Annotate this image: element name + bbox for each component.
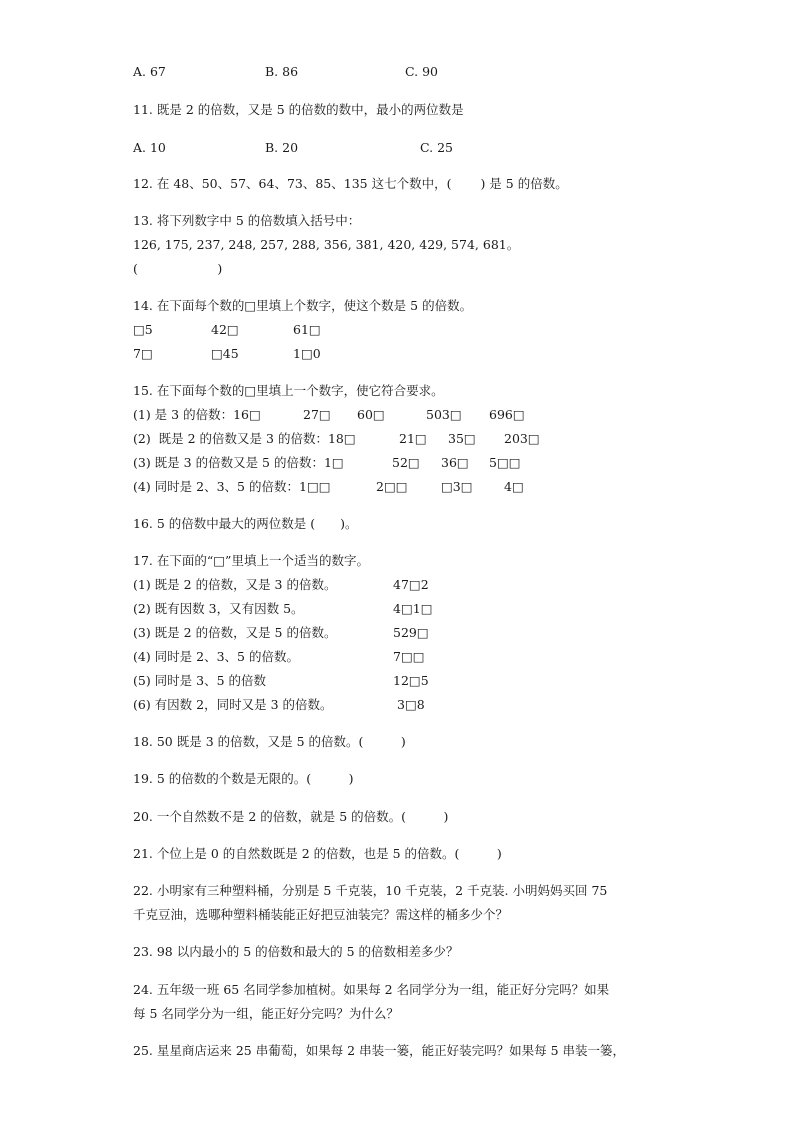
q15-row-label: (3) 既是 3 的倍数又是 5 的倍数：1□ (133, 455, 344, 470)
q15-item: 60□ (357, 407, 385, 422)
q17-row-label: (6) 有因数 2，同时又是 3 的倍数。 (133, 697, 333, 712)
q17-row-value: 47□2 (393, 577, 429, 592)
q11-stem: 11. 既是 2 的倍数，又是 5 的倍数的数中，最小的两位数是 (133, 102, 464, 117)
q15-item: 35□ (448, 431, 476, 446)
q15-item: 27□ (303, 407, 331, 422)
q17-row-value: 529□ (393, 625, 429, 640)
q15-item: 503□ (426, 407, 462, 422)
q17-row-label: (5) 同时是 3、5 的倍数 (133, 673, 267, 688)
q24-line-1: 24. 五年级一班 65 名同学参加植树。如果每 2 名同学分为一组，能正好分完吗？如果 (133, 982, 610, 997)
q17-row-label: (4) 同时是 2、3、5 的倍数。 (133, 649, 299, 664)
q10-option-b: B. 86 (265, 64, 299, 79)
q10-option-a: A. 67 (133, 64, 166, 79)
q17-row-label: (3) 既是 2 的倍数，又是 5 的倍数。 (133, 625, 337, 640)
q17-row-label: (1) 既是 2 的倍数，又是 3 的倍数。 (133, 577, 337, 592)
q16-text: 16. 5 的倍数中最大的两位数是 ( )。 (133, 516, 358, 531)
q14-item: 1□0 (293, 346, 321, 361)
q15-item: 5□□ (489, 455, 521, 470)
q14-item: 7□ (133, 346, 153, 361)
q13-numbers: 126, 175, 237, 248, 257, 288, 356, 381, 420, 429, 574, 681。 (133, 237, 520, 252)
q15-item: 52□ (392, 455, 420, 470)
q15-item: □3□ (441, 479, 473, 494)
q14-item: □5 (133, 322, 153, 337)
q15-row-label: (4) 同时是 2、3、5 的倍数：1□□ (133, 479, 331, 494)
q13-stem: 13. 将下列数字中 5 的倍数填入括号中： (133, 213, 361, 228)
q14-item: 61□ (293, 322, 321, 337)
q11-option-b: B. 20 (265, 140, 299, 155)
q19-text: 19. 5 的倍数的个数是无限的。( ) (133, 771, 354, 786)
q17-row-label: (2) 既有因数 3，又有因数 5。 (133, 601, 304, 616)
q10-option-c: C. 90 (405, 64, 438, 79)
q20-text: 20. 一个自然数不是 2 的倍数，就是 5 的倍数。( ) (133, 809, 449, 824)
q23-text: 23. 98 以内最小的 5 的倍数和最大的 5 的倍数相差多少？ (133, 944, 459, 959)
q25-text: 25. 星星商店运来 25 串葡萄，如果每 2 串装一篓，能正好装完吗？如果每 5 串装一篓， (133, 1043, 626, 1058)
q15-stem: 15. 在下面每个数的□里填上一个数字，使它符合要求。 (133, 383, 444, 398)
q17-row-value: 4□1□ (393, 601, 433, 616)
q17-row-value: 3□8 (397, 697, 425, 712)
q11-option-c: C. 25 (420, 140, 453, 155)
q12-text: 12. 在 48、50、57、64、73、85、135 这七个数中，( ) 是 5 的倍数。 (133, 176, 568, 191)
q15-item: 36□ (441, 455, 469, 470)
q22-line-1: 22. 小明家有三种塑料桶，分别是 5 千克装，10 千克装，2 千克装. 小明妈妈买回 75 (133, 883, 608, 898)
q22-line-2: 千克豆油，选哪种塑料桶装能正好把豆油装完？需这样的桶多少个？ (133, 907, 509, 922)
q15-row-label: (2) 既是 2 的倍数又是 3 的倍数：18□ (133, 431, 356, 446)
q18-text: 18. 50 既是 3 的倍数，又是 5 的倍数。( ) (133, 734, 406, 749)
q17-stem: 17. 在下面的“□”里填上一个适当的数字。 (133, 553, 369, 568)
q11-option-a: A. 10 (133, 140, 166, 155)
q15-item: 4□ (504, 479, 524, 494)
q13-answer-blank: ( ) (133, 261, 223, 276)
q15-item: 2□□ (376, 479, 408, 494)
q15-item: 21□ (399, 431, 427, 446)
q21-text: 21. 个位上是 0 的自然数既是 2 的倍数，也是 5 的倍数。( ) (133, 846, 502, 861)
q14-stem: 14. 在下面每个数的□里填上个数字，使这个数是 5 的倍数。 (133, 298, 473, 313)
q17-row-value: 12□5 (393, 673, 429, 688)
q14-item: 42□ (211, 322, 239, 337)
q24-line-2: 每 5 名同学分为一组，能正好分完吗？为什么？ (133, 1006, 399, 1021)
q15-row-label: (1) 是 3 的倍数：16□ (133, 407, 261, 422)
q14-item: □45 (211, 346, 239, 361)
q17-row-value: 7□□ (393, 649, 425, 664)
q15-item: 696□ (489, 407, 525, 422)
q15-item: 203□ (504, 431, 540, 446)
